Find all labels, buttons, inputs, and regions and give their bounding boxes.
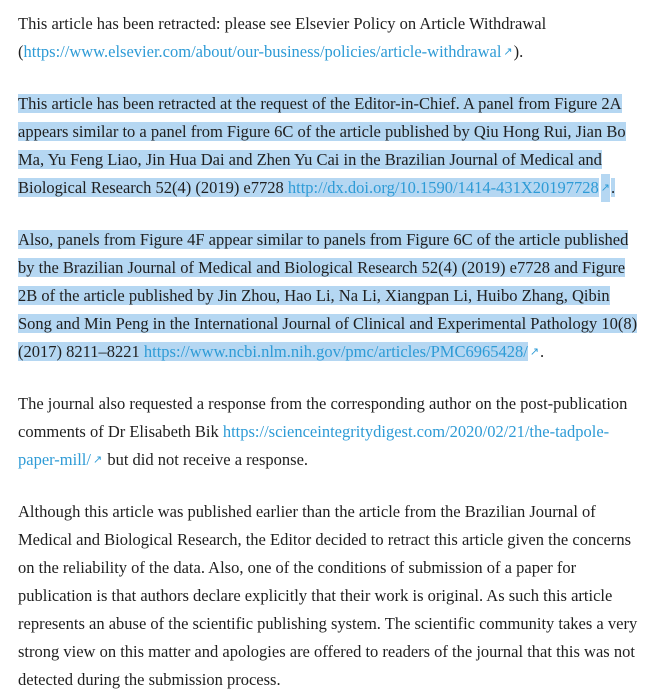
paragraph-text-end: but did not receive a response. [103,450,309,469]
paragraph-retraction-notice [18,10,644,68]
highlighted-text: This article has been retracted at the request of the Editor-in-Chief. A panel from Figure 2A appears similar to a panel from Figure 6C of the article published by Qiu Hong Rui, Jian Bo Ma, Yu Feng Liao, Jin Hua Dai and Zhen Yu Cai in the Brazilian Journal of Medical and Biological Research 52(4) (2019) e7728 [18,94,626,197]
paragraph-text: The journal also requested a response from the corresponding author on the post-publication comments of Dr Elisabeth Bik [18,394,628,441]
external-link-icon: ↗ [503,46,513,58]
link-elsevier-article-withdrawal-policy[interactable]: https://www.elsevier.com/about/our-business/policies/article-withdrawal [23,42,502,61]
paragraph-author-response-request [18,390,644,476]
highlighted-text-end: . [611,178,616,197]
highlighted-text: Also, panels from Figure 4F appear similar to panels from Figure 6C of the article published by the Brazilian Journal of Medical and Biological Research 52(4) (2019) e7728 and Figure 2B of the article published by Jin Zhou, Hao Li, Na Li, Xiangpan Li, Huibo Zhang, Qibin Song and Min Peng in the International Journal of Clinical and Experimental Pathology 10(8) (2017) 8211–8221 [18,230,638,361]
link-doi-bjmbr[interactable]: http://dx.doi.org/10.1590/1414-431X20197728 [287,178,599,197]
paragraph-text: This article has been retracted: please see Elsevier Policy on Article Withdrawal ( [18,14,547,61]
paragraph-text-end: . [540,342,545,361]
external-link-icon: ↗ [92,454,103,466]
link-ncbi-pmc-article[interactable]: https://www.ncbi.nlm.nih.gov/pmc/articles/PMC6965428/ [143,342,528,361]
paragraph-editor-decision: Although this article was published earlier than the article from the Brazilian Journal of Medical and Biological Research, the Editor decided to retract this article given the concerns on the reliability of the data. Also, one of the conditions of submission of a paper for publication is that authors declare explicitly that their work is original. As such this article represents an abuse of the scientific publishing system. The scientific community takes a very strong view on this matter and apologies are offered to readers of the journal that this was not detected during the submission process. [18,502,638,689]
external-link-icon: ↗ [601,174,610,202]
paragraph-editor-in-chief-request [18,90,644,204]
link-science-integrity-digest[interactable]: https://scienceintegritydigest.com/2020/02/21/the-tadpole-paper-mill/ [18,422,610,469]
paragraph-text-end: ). [513,42,524,61]
paragraph-figure-4f-similarity [18,226,644,368]
external-link-icon: ↗ [529,346,540,358]
